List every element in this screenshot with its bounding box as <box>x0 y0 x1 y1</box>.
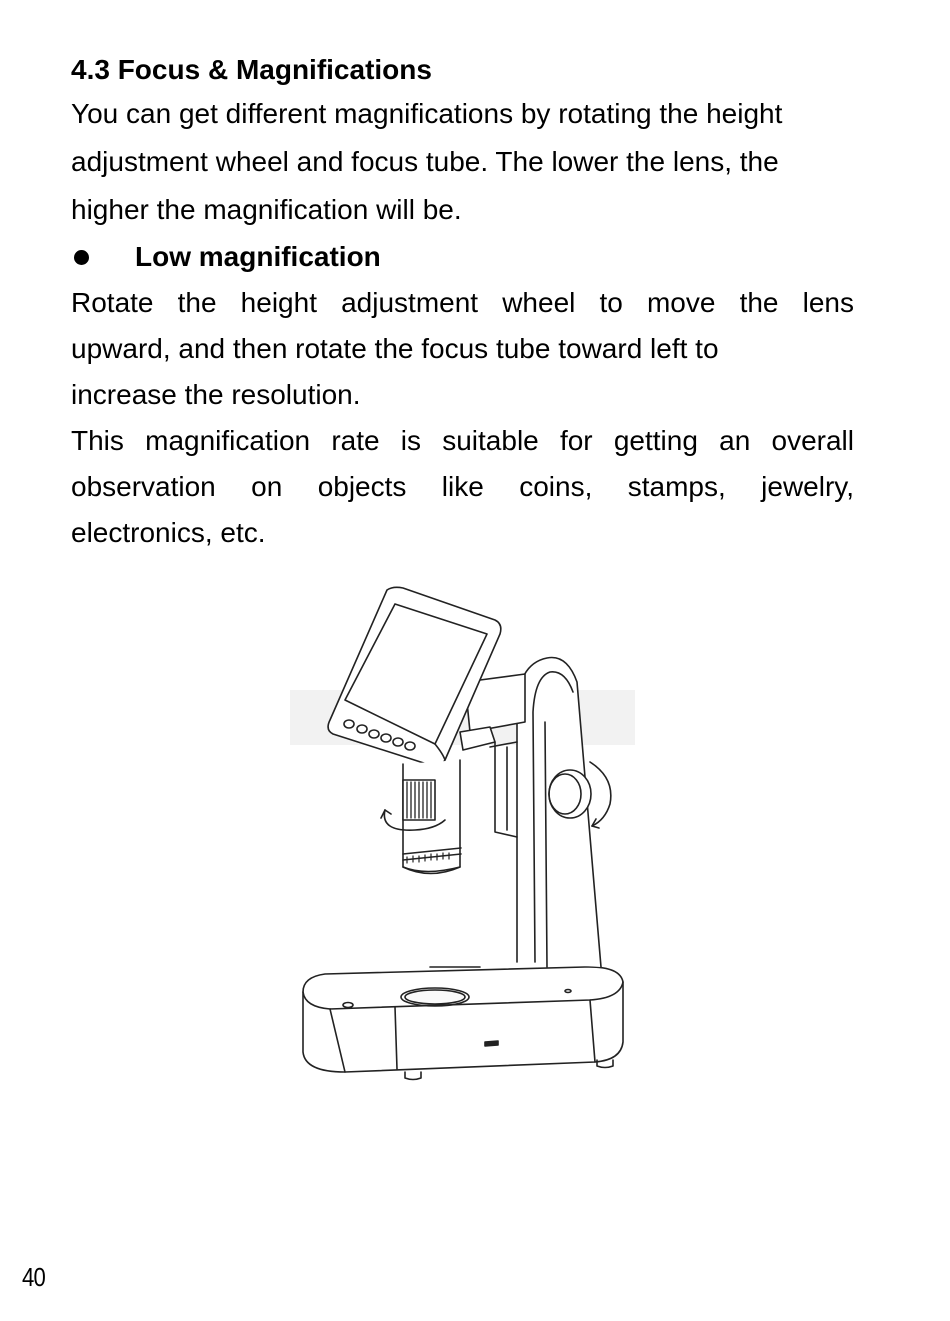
intro-line-2: adjustment wheel and focus tube. The lower the lens, the <box>71 146 779 177</box>
instructions-line-3: increase the resolution. <box>71 379 361 410</box>
usage-line-2: observation on objects like coins, stamps, jewelry, <box>71 471 854 502</box>
instructions-line-1: Rotate the height adjustment wheel to move the lens <box>71 287 854 318</box>
usage-line-3: electronics, etc. <box>71 517 266 548</box>
instructions-line-2: upward, and then rotate the focus tube toward left to <box>71 333 719 364</box>
low-magnification-usage <box>71 418 854 556</box>
intro-paragraph <box>71 90 854 234</box>
bullet-label: Low magnification <box>135 241 381 272</box>
bullet-item-low-magnification <box>71 234 854 280</box>
low-magnification-instructions <box>71 280 854 418</box>
digital-microscope-illustration-icon <box>285 582 645 1082</box>
intro-line-1: You can get different magnifications by rotating the height <box>71 98 783 129</box>
section-title: 4.3 Focus & Magnifications <box>71 54 432 85</box>
page-number: 40 <box>22 1262 45 1292</box>
intro-line-3: higher the magnification will be. <box>71 194 462 225</box>
page-content <box>71 50 854 556</box>
microscope-figure <box>285 582 645 1082</box>
usage-line-1: This magnification rate is suitable for getting an overall <box>71 425 854 456</box>
bullet-dot-icon <box>74 250 89 265</box>
